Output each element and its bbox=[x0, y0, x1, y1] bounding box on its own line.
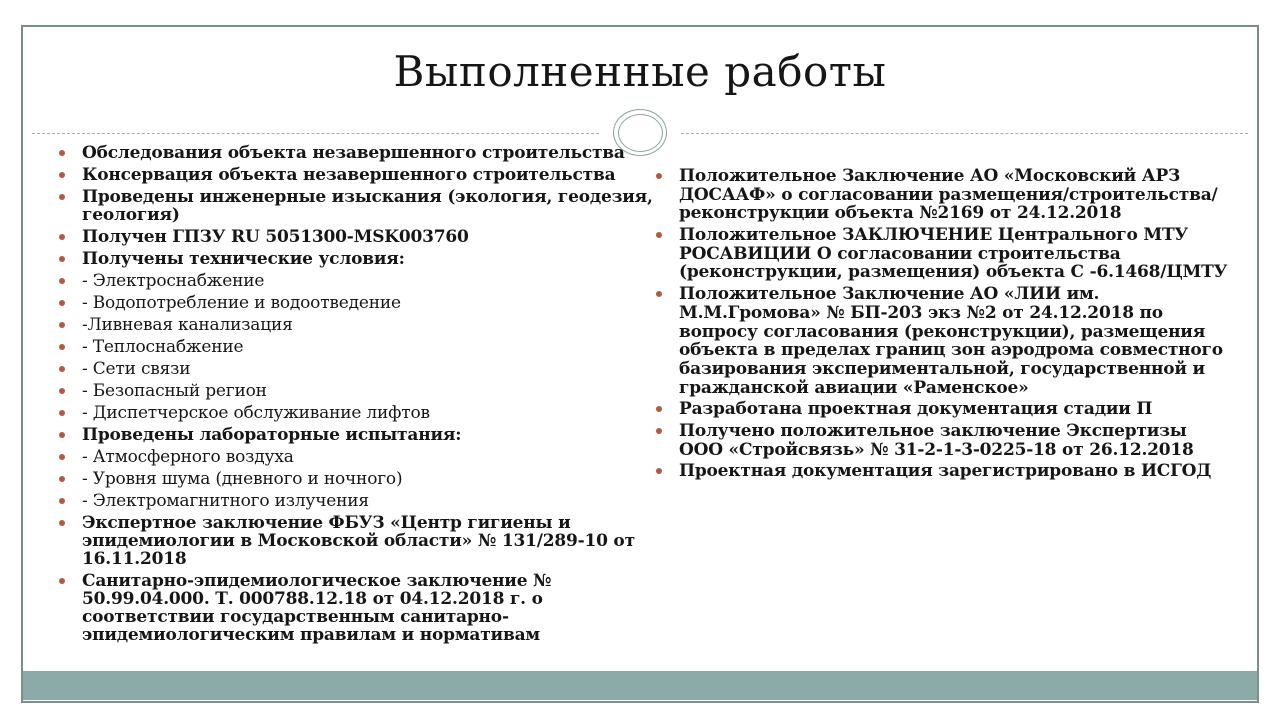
list-item-text: Получены технические условия: bbox=[82, 249, 405, 270]
list-item bbox=[59, 360, 655, 378]
bullet-icon bbox=[59, 278, 65, 284]
list-item-text: Получено положительное заключение Экспертизы ООО «Стройсвязь» № 31-2-1-3-0225-18 от 26.12.2018 bbox=[679, 420, 1194, 460]
list-item bbox=[656, 167, 1236, 223]
list-item-text: Проектная документация зарегистрировано в ИСГОД bbox=[679, 461, 1212, 482]
bullet-icon bbox=[656, 406, 662, 412]
right-column-list bbox=[656, 167, 1236, 484]
list-item-text: Положительное ЗАКЛЮЧЕНИЕ Центрального МТУ РОСАВИЦИИ О согласовании строительства (реконструкции, размещения) объекта С -6.1468/ЦМТУ bbox=[679, 225, 1228, 283]
list-item bbox=[59, 382, 655, 400]
list-item bbox=[656, 400, 1236, 419]
list-item bbox=[59, 188, 655, 224]
list-item bbox=[656, 422, 1236, 459]
list-item-text: Экспертное заключение ФБУЗ «Центр гигиены и эпидемиологии в Московской области» № 131/289-10 от 16.11.2018 bbox=[82, 513, 635, 570]
bullet-icon bbox=[59, 432, 65, 438]
slide-title: Выполненные работы bbox=[393, 47, 887, 96]
bullet-icon bbox=[59, 234, 65, 240]
list-item bbox=[59, 572, 655, 644]
bullet-icon bbox=[59, 194, 65, 200]
list-item-text: - Диспетчерское обслуживание лифтов bbox=[82, 403, 430, 424]
list-item-text: - Безопасный регион bbox=[82, 381, 267, 402]
list-item bbox=[59, 404, 655, 422]
list-item-text: - Сети связи bbox=[82, 359, 191, 380]
list-item bbox=[656, 226, 1236, 282]
bullet-icon bbox=[59, 256, 65, 262]
bottom-accent-band bbox=[23, 671, 1257, 700]
bullet-icon bbox=[59, 476, 65, 482]
list-item-text: -Ливневая канализация bbox=[82, 315, 293, 336]
bullet-icon bbox=[59, 322, 65, 328]
bullet-icon bbox=[59, 344, 65, 350]
list-item-text: - Водопотребление и водоотведение bbox=[82, 293, 401, 314]
list-item bbox=[59, 316, 655, 334]
bullet-icon bbox=[656, 291, 662, 297]
list-item bbox=[59, 250, 655, 268]
title-divider-line bbox=[32, 133, 1248, 134]
list-item-text: Санитарно-эпидемиологическое заключение № 50.99.04.000. Т. 000788.12.18 от 04.12.2018 г. о соответствии государственным санитарно-эпидемиологическим правилам и нормативам bbox=[82, 571, 552, 646]
list-item bbox=[59, 492, 655, 510]
list-item bbox=[59, 272, 655, 290]
list-item bbox=[656, 462, 1236, 481]
list-item-text: - Теплоснабжение bbox=[82, 337, 244, 358]
list-item bbox=[656, 285, 1236, 397]
bullet-icon bbox=[59, 300, 65, 306]
list-item bbox=[59, 166, 655, 184]
list-item-text: Разработана проектная документация стадии П bbox=[679, 399, 1153, 420]
bullet-icon bbox=[59, 388, 65, 394]
list-item-text: Положительное Заключение АО «Московский АРЗ ДОСААФ» о согласовании размещения/строительства/ реконструкции объекта №2169 от 24.12.2018 bbox=[679, 166, 1218, 224]
bullet-icon bbox=[656, 468, 662, 474]
bullet-icon bbox=[656, 232, 662, 238]
list-item bbox=[59, 294, 655, 312]
list-item-text: Обследования объекта незавершенного строительства bbox=[82, 143, 625, 163]
list-item-text: Проведены инженерные изыскания (экология, геодезия, геология) bbox=[82, 187, 653, 226]
list-item bbox=[59, 144, 655, 162]
list-item bbox=[59, 426, 655, 444]
list-item bbox=[59, 470, 655, 488]
bullet-icon bbox=[59, 172, 65, 178]
bullet-icon bbox=[656, 173, 662, 179]
list-item-text: - Электроснабжение bbox=[82, 271, 265, 292]
bullet-icon bbox=[656, 428, 662, 434]
list-item bbox=[59, 228, 655, 246]
bullet-icon bbox=[59, 410, 65, 416]
list-item-text: Консервация объекта незавершенного строительства bbox=[82, 165, 616, 186]
left-column-list bbox=[59, 144, 655, 648]
list-item-text: - Электромагнитного излучения bbox=[82, 491, 369, 512]
list-item bbox=[59, 514, 655, 568]
list-item-text: - Уровня шума (дневного и ночного) bbox=[82, 469, 403, 490]
bullet-icon bbox=[59, 578, 65, 584]
list-item-text: Проведены лабораторные испытания: bbox=[82, 425, 462, 446]
bullet-icon bbox=[59, 150, 65, 156]
list-item-text: Положительное Заключение АО «ЛИИ им. М.М.Громова» № БП-203 экз №2 от 24.12.2018 по вопросу согласования (реконструкции), размещения объекта в пределах границ зон аэродрома совместного базирования экспериментальной, государственной и гражданской авиации «Раменское» bbox=[679, 284, 1223, 398]
list-item bbox=[59, 338, 655, 356]
bullet-icon bbox=[59, 520, 65, 526]
bullet-icon bbox=[59, 454, 65, 460]
list-item-text: - Атмосферного воздуха bbox=[82, 447, 294, 468]
list-item-text: Получен ГПЗУ RU 5051300-MSK003760 bbox=[82, 227, 469, 248]
bullet-icon bbox=[59, 498, 65, 504]
bullet-icon bbox=[59, 366, 65, 372]
list-item bbox=[59, 448, 655, 466]
slide-frame bbox=[21, 25, 1259, 703]
